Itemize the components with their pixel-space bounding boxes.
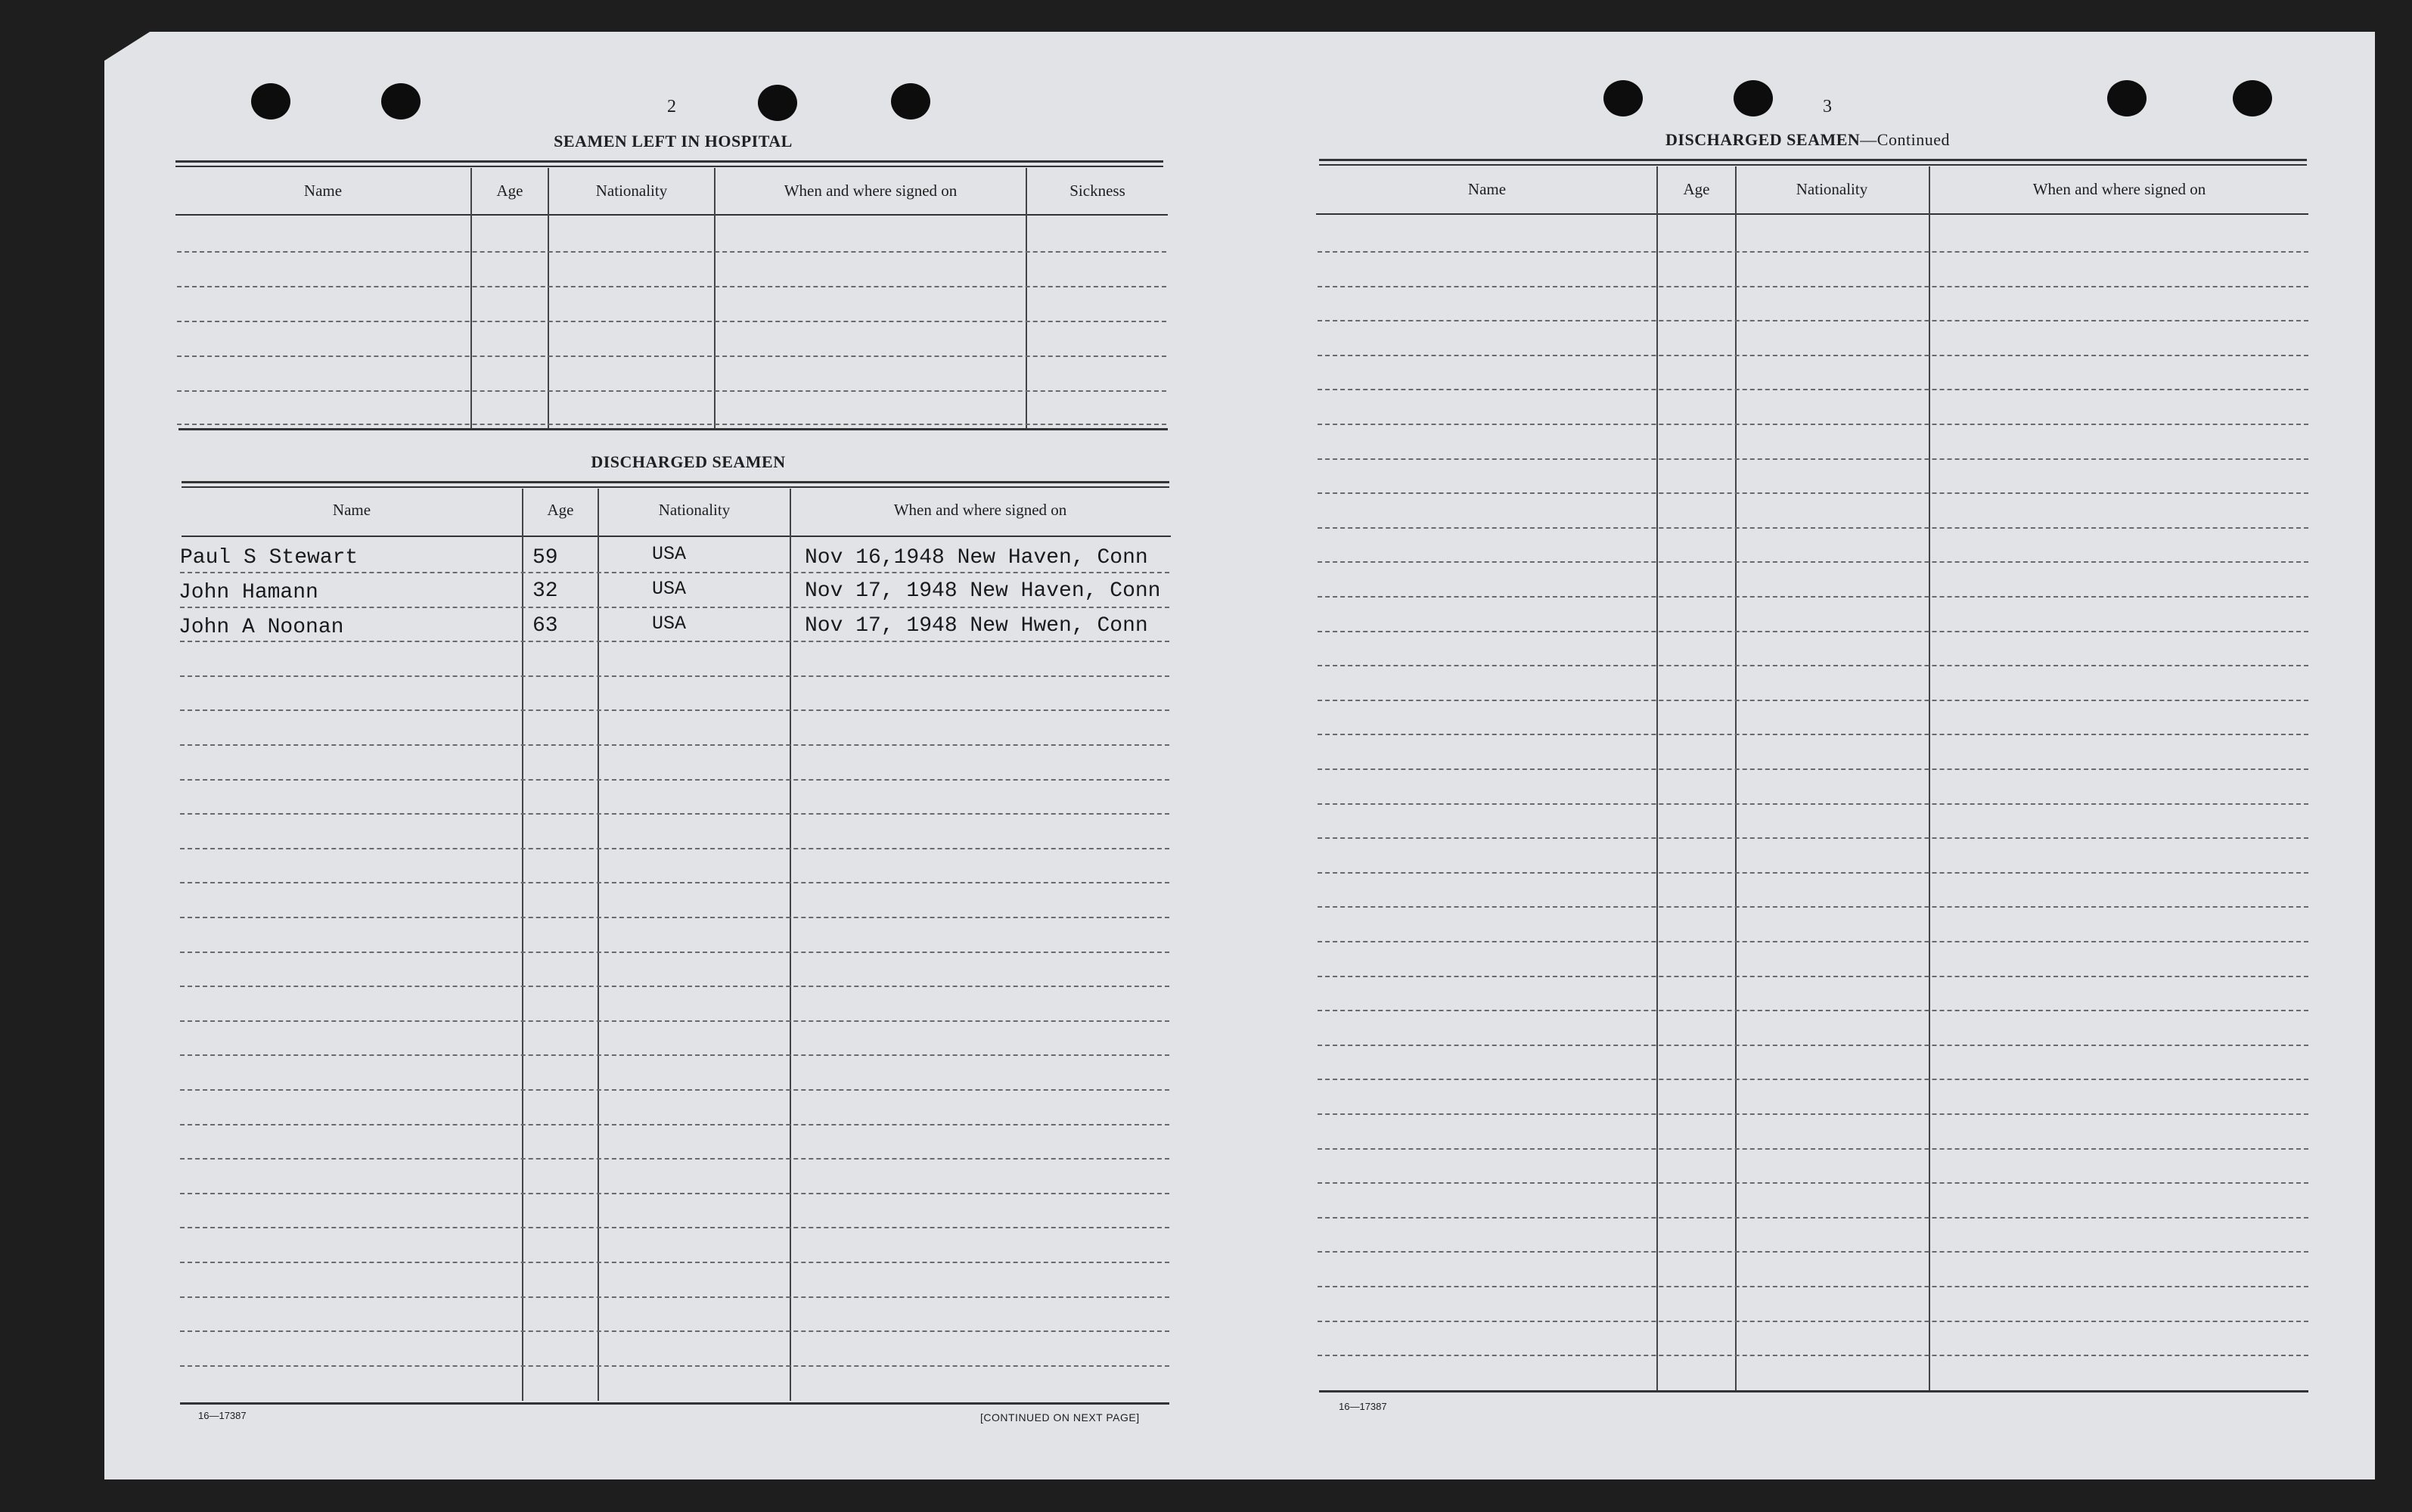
discharged-table-bottom-rule (180, 1402, 1169, 1405)
ruled-line (180, 1365, 1169, 1367)
table-row-signed-on: Nov 17, 1948 New Haven, Conn (805, 579, 1161, 603)
hospital-table-top-rule (175, 166, 1163, 167)
ruled-line (1318, 286, 2308, 287)
hospital-table-top-rule (175, 160, 1163, 163)
column-divider (1929, 166, 1930, 1390)
column-divider (1735, 166, 1737, 1390)
table-row-name: John Hamann (178, 581, 318, 604)
ruled-line (177, 321, 1166, 322)
ruled-line (180, 986, 1169, 987)
ruled-line (1318, 596, 2308, 598)
ruled-line (180, 848, 1169, 849)
column-divider (522, 489, 523, 1401)
hospital-col-sickness: Sickness (1069, 182, 1125, 200)
table-row-age: 59 (532, 546, 558, 570)
ruled-line (180, 607, 1169, 608)
right-col-nationality: Nationality (1796, 180, 1868, 198)
right-page-number: 3 (1823, 97, 1832, 116)
ruled-line (180, 1054, 1169, 1056)
right-header-rule (1316, 213, 2308, 215)
punch-hole (2107, 80, 2147, 116)
ruled-line (1318, 320, 2308, 321)
column-divider (1026, 168, 1027, 428)
punch-hole (758, 85, 797, 121)
discharged-table-top-rule (182, 481, 1169, 483)
ruled-line (1318, 700, 2308, 701)
ruled-line (177, 286, 1166, 287)
right-section-title-text: DISCHARGED SEAMEN (1665, 130, 1861, 149)
ruled-line (180, 1296, 1169, 1298)
ruled-line (180, 709, 1169, 711)
ruled-line (1318, 1148, 2308, 1150)
discharged-table-top-rule (182, 486, 1169, 488)
table-row-nationality: USA (652, 613, 687, 635)
ruled-line (1318, 1355, 2308, 1356)
ruled-line (177, 424, 1166, 425)
ruled-line (180, 952, 1169, 953)
punch-hole (381, 83, 421, 120)
discharged-section-title: DISCHARGED SEAMEN (591, 452, 786, 471)
ruled-line (1318, 1182, 2308, 1184)
right-table-top-rule (1319, 164, 2307, 166)
table-row-nationality: USA (652, 578, 687, 600)
column-divider (598, 489, 599, 1401)
table-row-age: 32 (532, 579, 558, 603)
column-divider (470, 168, 472, 428)
ruled-line (1318, 837, 2308, 839)
hospital-col-signed-on: When and where signed on (784, 182, 958, 200)
punch-hole (1734, 80, 1773, 116)
ruled-line (180, 1020, 1169, 1022)
ruled-line (1318, 803, 2308, 805)
discharged-col-age: Age (547, 501, 574, 519)
ruled-line (1318, 1045, 2308, 1046)
right-form-number: 16—17387 (1339, 1401, 1387, 1412)
ruled-line (1318, 527, 2308, 529)
punch-hole (251, 83, 290, 120)
hospital-col-age: Age (496, 182, 523, 200)
hospital-col-nationality: Nationality (595, 182, 668, 200)
ruled-line (180, 1158, 1169, 1160)
ruled-line (1318, 872, 2308, 874)
ruled-line (1318, 906, 2308, 908)
continued-footnote: [CONTINUED ON NEXT PAGE] (980, 1411, 1140, 1424)
right-table-bottom-rule (1319, 1390, 2308, 1392)
column-divider (1656, 166, 1658, 1390)
punch-hole (2233, 80, 2272, 116)
ruled-line (1318, 976, 2308, 977)
ruled-line (180, 1227, 1169, 1228)
right-col-age: Age (1683, 180, 1710, 198)
ruled-line (180, 1089, 1169, 1091)
discharged-col-nationality: Nationality (658, 501, 731, 519)
ruled-line (1318, 734, 2308, 735)
ruled-line (1318, 1286, 2308, 1287)
hospital-table-bottom-rule (178, 428, 1168, 430)
ruled-line (180, 572, 1169, 573)
table-row-signed-on: Nov 17, 1948 New Hwen, Conn (805, 614, 1148, 638)
ruled-line (177, 355, 1166, 357)
right-col-signed-on: When and where signed on (2032, 180, 2206, 198)
column-divider (548, 168, 549, 428)
column-divider (790, 489, 791, 1401)
ruled-line (1318, 251, 2308, 253)
ruled-line (180, 675, 1169, 677)
ruled-line (1318, 424, 2308, 425)
ruled-line (177, 251, 1166, 253)
ruled-line (1318, 1079, 2308, 1080)
discharged-header-rule (182, 536, 1171, 537)
ruled-line (180, 882, 1169, 883)
table-row-signed-on: Nov 16,1948 New Haven, Conn (805, 546, 1148, 570)
ruled-line (180, 1330, 1169, 1332)
table-row-age: 63 (532, 614, 558, 638)
discharged-col-name: Name (332, 501, 371, 519)
ruled-line (1318, 665, 2308, 666)
ruled-line (1318, 1113, 2308, 1115)
ruled-line (180, 779, 1169, 781)
ruled-line (177, 390, 1166, 392)
hospital-section-title: SEAMEN LEFT IN HOSPITAL (554, 132, 793, 151)
ruled-line (1318, 492, 2308, 494)
ruled-line (1318, 1251, 2308, 1253)
right-table-top-rule (1319, 159, 2307, 161)
ruled-line (180, 641, 1169, 642)
ruled-line (180, 1193, 1169, 1194)
column-divider (714, 168, 716, 428)
punch-hole (891, 83, 930, 120)
table-row-name: John A Noonan (178, 616, 344, 639)
ruled-line (180, 917, 1169, 918)
right-section-title-suffix: —Continued (1860, 130, 1950, 149)
ruled-line (180, 813, 1169, 815)
ruled-line (1318, 355, 2308, 356)
left-page-number: 2 (667, 97, 676, 116)
ruled-line (1318, 941, 2308, 942)
ruled-line (1318, 458, 2308, 460)
discharged-col-signed-on: When and where signed on (893, 501, 1067, 519)
ruled-line (1318, 631, 2308, 632)
ruled-line (1318, 768, 2308, 770)
ruled-line (1318, 389, 2308, 390)
ruled-line (180, 1124, 1169, 1125)
table-row-name: Paul S Stewart (180, 546, 359, 570)
ruled-line (1318, 1217, 2308, 1219)
ruled-line (1318, 561, 2308, 563)
ruled-line (1318, 1010, 2308, 1011)
ruled-line (1318, 1321, 2308, 1322)
hospital-col-name: Name (303, 182, 343, 200)
ruled-line (180, 744, 1169, 746)
right-col-name: Name (1467, 180, 1507, 198)
hospital-header-rule (175, 214, 1168, 216)
right-section-title (1603, 130, 2012, 150)
left-form-number: 16—17387 (198, 1410, 247, 1421)
table-row-nationality: USA (652, 543, 687, 565)
ruled-line (180, 1262, 1169, 1263)
punch-hole (1603, 80, 1643, 116)
